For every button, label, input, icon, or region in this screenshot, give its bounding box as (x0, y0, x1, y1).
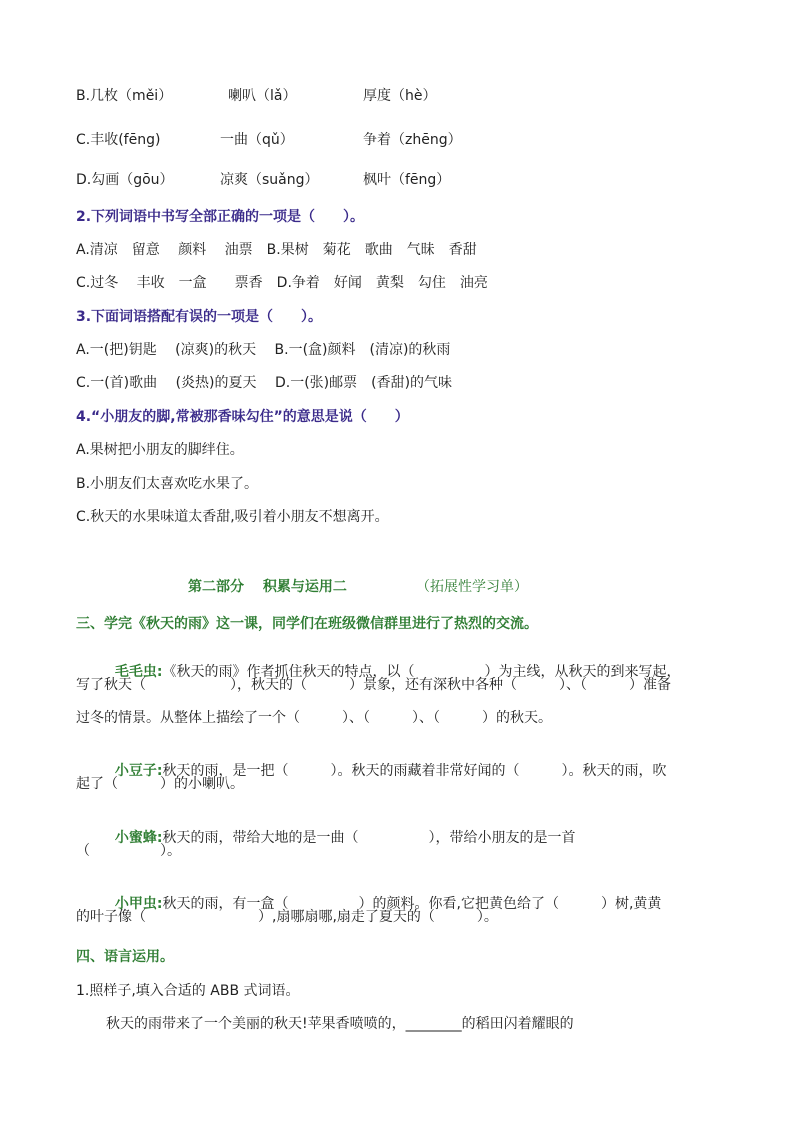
q4-title: 4.“小朋友的脚,常被那香味勾住”的意思是说（ ） (76, 409, 409, 425)
q1-option-c-3: 争着（zhēng） (363, 132, 462, 148)
p1-text-1: 《秋天的雨》作者抓住秋天的特点，以（ ）为主线，从秋天的到来写起， (162, 664, 681, 680)
speaker-xiaojiachong: 小甲虫: (114, 896, 163, 912)
q1-option-d-1: D.勾画（gōu） (76, 172, 174, 188)
p4-text-1: 秋天的雨，有一盒（ ）的颜料。你看,它把黄色给了（ ）树,黄黄 (162, 896, 662, 912)
part2-subtitle: （拓展性学习单） (416, 579, 528, 595)
q1-option-c-1: C.丰收(fēng) (76, 132, 161, 148)
speaker-xiaodouzi: 小豆子: (114, 763, 163, 779)
p3-text-1: 秋天的雨，带给大地的是一曲（ ），带给小朋友的是一首 (162, 830, 576, 846)
q3-line-1: A.一(把)钥匙 (凉爽)的秋天 B.一(盒)颜料 (清凉)的秋雨 (76, 342, 451, 358)
part2-title: 第二部分 积累与运用二 (188, 579, 347, 595)
q1-option-b-3: 厚度（hè） (363, 88, 437, 104)
q1-option-d-2: 凉爽（suǎng） (220, 172, 319, 188)
p1-line-2: 写了秋天（ ），秋天的（ ）景象，还有深秋中各种（ ）、（ ）准备 (76, 677, 671, 693)
q3-title: 3.下面词语搭配有误的一项是（ ）。 (76, 309, 323, 325)
p1-line-3: 过冬的情景。从整体上描绘了一个（ ）、（ ）、（ ）的秋天。 (76, 710, 552, 726)
q4-option-a: A.果树把小朋友的脚绊住。 (76, 442, 244, 458)
q1-option-c-2: 一曲（qǔ） (220, 132, 294, 148)
q2-line-1: A.清凉 留意 颜料 油票 B.果树 菊花 歌曲 气昧 香甜 (76, 242, 477, 258)
q1-option-d-3: 枫叶（fēng） (363, 172, 451, 188)
section4-q1-line: 秋天的雨带来了一个美丽的秋天!苹果香喷喷的，________的稻田闪着耀眼的 (106, 1016, 574, 1032)
section4-q1: 1.照样子,填入合适的 ABB 式词语。 (76, 983, 300, 999)
section3-title: 三、学完《秋天的雨》这一课，同学们在班级微信群里进行了热烈的交流。 (76, 616, 538, 632)
p2-line-2: 起了（ ）的小喇叭。 (76, 776, 244, 792)
q2-title: 2.下列词语中书写全部正确的一项是（ ）。 (76, 209, 365, 225)
q1-option-b-2: 喇叭（lǎ） (228, 88, 297, 104)
q4-option-c: C.秋天的水果味道太香甜,吸引着小朋友不想离开。 (76, 509, 389, 525)
section4-title: 四、语言运用。 (76, 949, 174, 965)
p2-text-1: 秋天的雨，是一把（ ）。秋天的雨藏着非常好闻的（ ）。秋天的雨，吹 (162, 763, 667, 779)
q2-line-2: C.过冬 丰收 一盒 票香 D.争着 好闻 黄梨 勾住 油亮 (76, 275, 488, 291)
q3-line-2: C.一(首)歌曲 (炎热)的夏天 D.一(张)邮票 (香甜)的气味 (76, 375, 453, 391)
q4-option-b: B.小朋友们太喜欢吃水果了。 (76, 476, 259, 492)
q1-option-b-1: B.几枚（měi） (76, 88, 173, 104)
p3-line-2: （ ）。 (76, 843, 181, 859)
speaker-xiaomifeng: 小蜜蜂: (114, 830, 163, 846)
p4-line-2: 的叶子像（ ）,扇哪扇哪,扇走了夏天的（ ）。 (76, 909, 498, 925)
speaker-maomaochong: 毛毛虫: (114, 664, 163, 680)
